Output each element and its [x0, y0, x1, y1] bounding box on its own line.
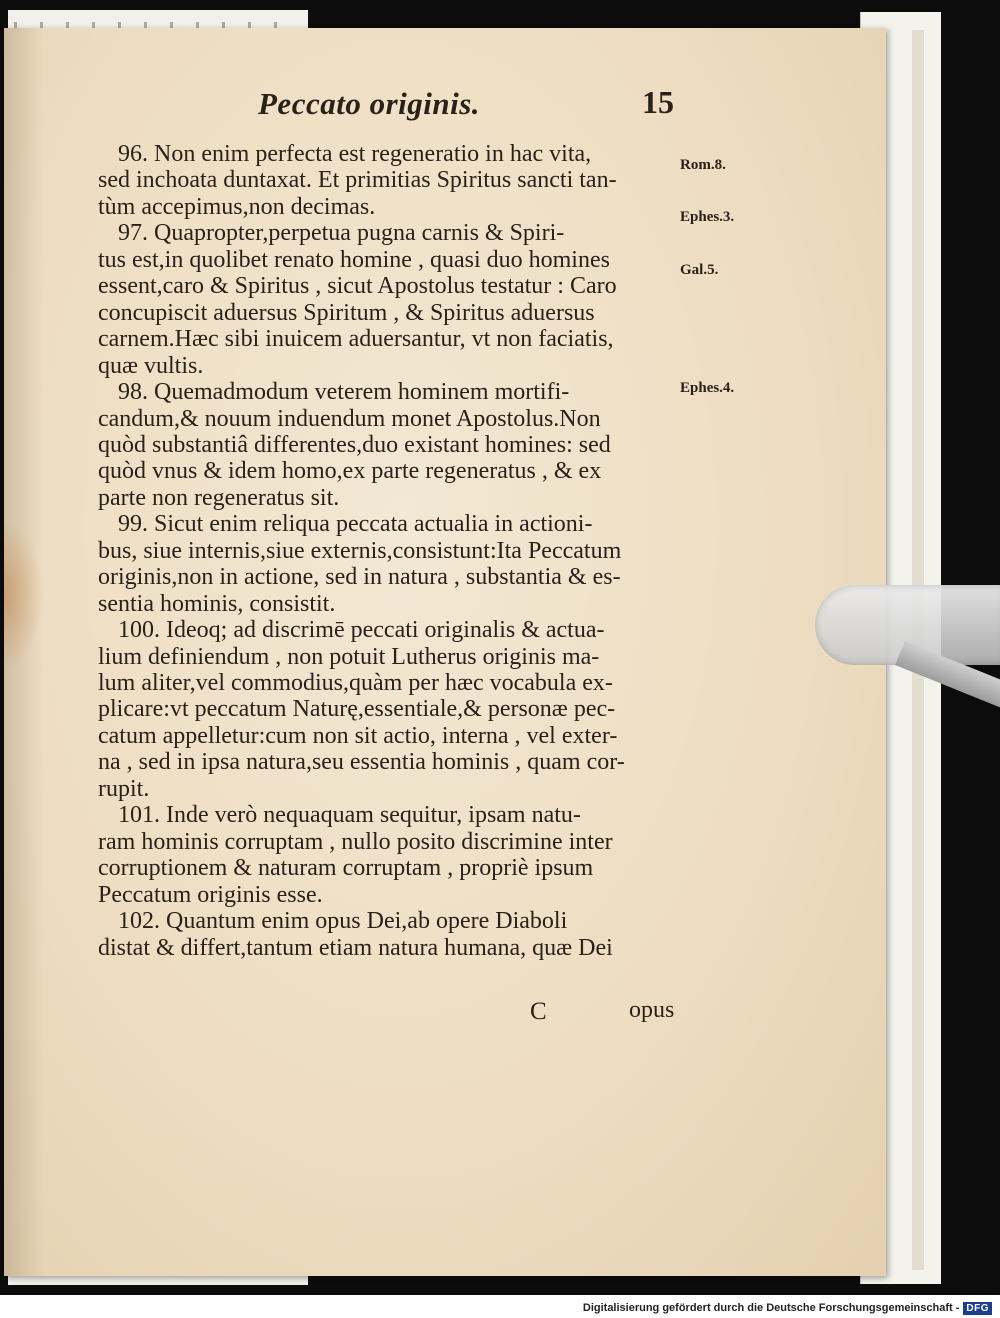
- catchword: opus: [629, 997, 675, 1023]
- footer-credit: [583, 1300, 992, 1316]
- page-number: 15: [642, 84, 674, 120]
- text-line: na , sed in ipsa natura,seu essentia hominis , quam cor-: [98, 749, 625, 776]
- text-line: Peccatum originis esse.: [98, 881, 323, 908]
- text-line: 96. Non enim perfecta est regeneratio in hac vita,: [118, 141, 592, 167]
- text-line: originis,non in actione, sed in natura , substantia & es-: [98, 564, 621, 591]
- text-line: distat & differt,tantum etiam natura humana, quæ Dei: [98, 934, 613, 961]
- text-line: quæ vultis.: [98, 352, 204, 379]
- text-line: 102. Quantum enim opus Dei,ab opere Diaboli: [118, 908, 568, 935]
- text-line: 99. Sicut enim reliqua peccata actualia in actioni-: [118, 511, 593, 538]
- text-line: plicare:vt peccatum Naturę,essentiale,& personæ pec-: [98, 696, 616, 723]
- margin-note-rom: Rom.8.: [680, 157, 726, 173]
- margin-note-ephes-3: Ephes.3.: [680, 209, 735, 225]
- text-line: candum,& nouum induendum monet Apostolus.Non: [98, 405, 601, 432]
- page-stain: [4, 520, 44, 670]
- text-line: lium definiendum , non potuit Lutherus originis ma-: [98, 643, 600, 670]
- text-line: ram hominis corruptam , nullo posito discrimine inter: [98, 828, 613, 855]
- text-line: corruptionem & naturam corruptam , propriè ipsum: [98, 855, 594, 882]
- running-head: Peccato originis.: [258, 86, 481, 121]
- text-line: sentia hominis, consistit.: [98, 590, 336, 617]
- text-line: bus, siue internis,siue externis,consistunt:Ita Peccatum: [98, 537, 622, 564]
- text-line: catum appelletur:cum non sit actio, interna , vel exter-: [98, 722, 618, 749]
- text-line: 101. Inde verò nequaquam sequitur, ipsam natu-: [118, 802, 581, 829]
- text-line: quòd vnus & idem homo,ex parte regeneratus , & ex: [98, 458, 602, 485]
- text-line: lum aliter,vel commodius,quàm per hæc vocabula ex-: [98, 670, 613, 696]
- text-line: concupiscit aduersus Spiritum , & Spiritus aduersus: [98, 299, 595, 326]
- text-line: quòd substantiâ differentes,duo existant homines: sed: [98, 431, 611, 458]
- dfg-logo: DFG: [963, 1302, 992, 1315]
- text-line: 97. Quapropter,perpetua pugna carnis & Spiri-: [118, 220, 565, 247]
- margin-note-gal: Gal.5.: [680, 262, 719, 278]
- text-line: carnem.Hæc sibi inuicem aduersantur, vt non faciatis,: [98, 326, 614, 353]
- text-line: parte non regeneratus sit.: [98, 484, 340, 511]
- text-line: tùm accepimus,non decimas.: [98, 193, 376, 220]
- text-line: 98. Quemadmodum veterem hominem mortifi-: [118, 379, 570, 406]
- signature-mark: C: [530, 998, 547, 1025]
- text-line: tus est,in quolibet renato homine , quasi duo homines: [98, 246, 610, 273]
- footer-credit-text: Digitalisierung gefördert durch die Deutsche Forschungsgemeinschaft -: [582, 1302, 960, 1314]
- margin-note-ephes-4: Ephes.4.: [680, 380, 735, 396]
- text-line: essent,caro & Spiritus , sicut Apostolus testatur : Caro: [98, 273, 617, 300]
- text-line: rupit.: [98, 775, 150, 802]
- text-line: 100. Ideoq; ad discrimē peccati originalis & actua-: [118, 617, 605, 644]
- text-line: sed inchoata duntaxat. Et primitias Spiritus sancti tan-: [98, 167, 617, 194]
